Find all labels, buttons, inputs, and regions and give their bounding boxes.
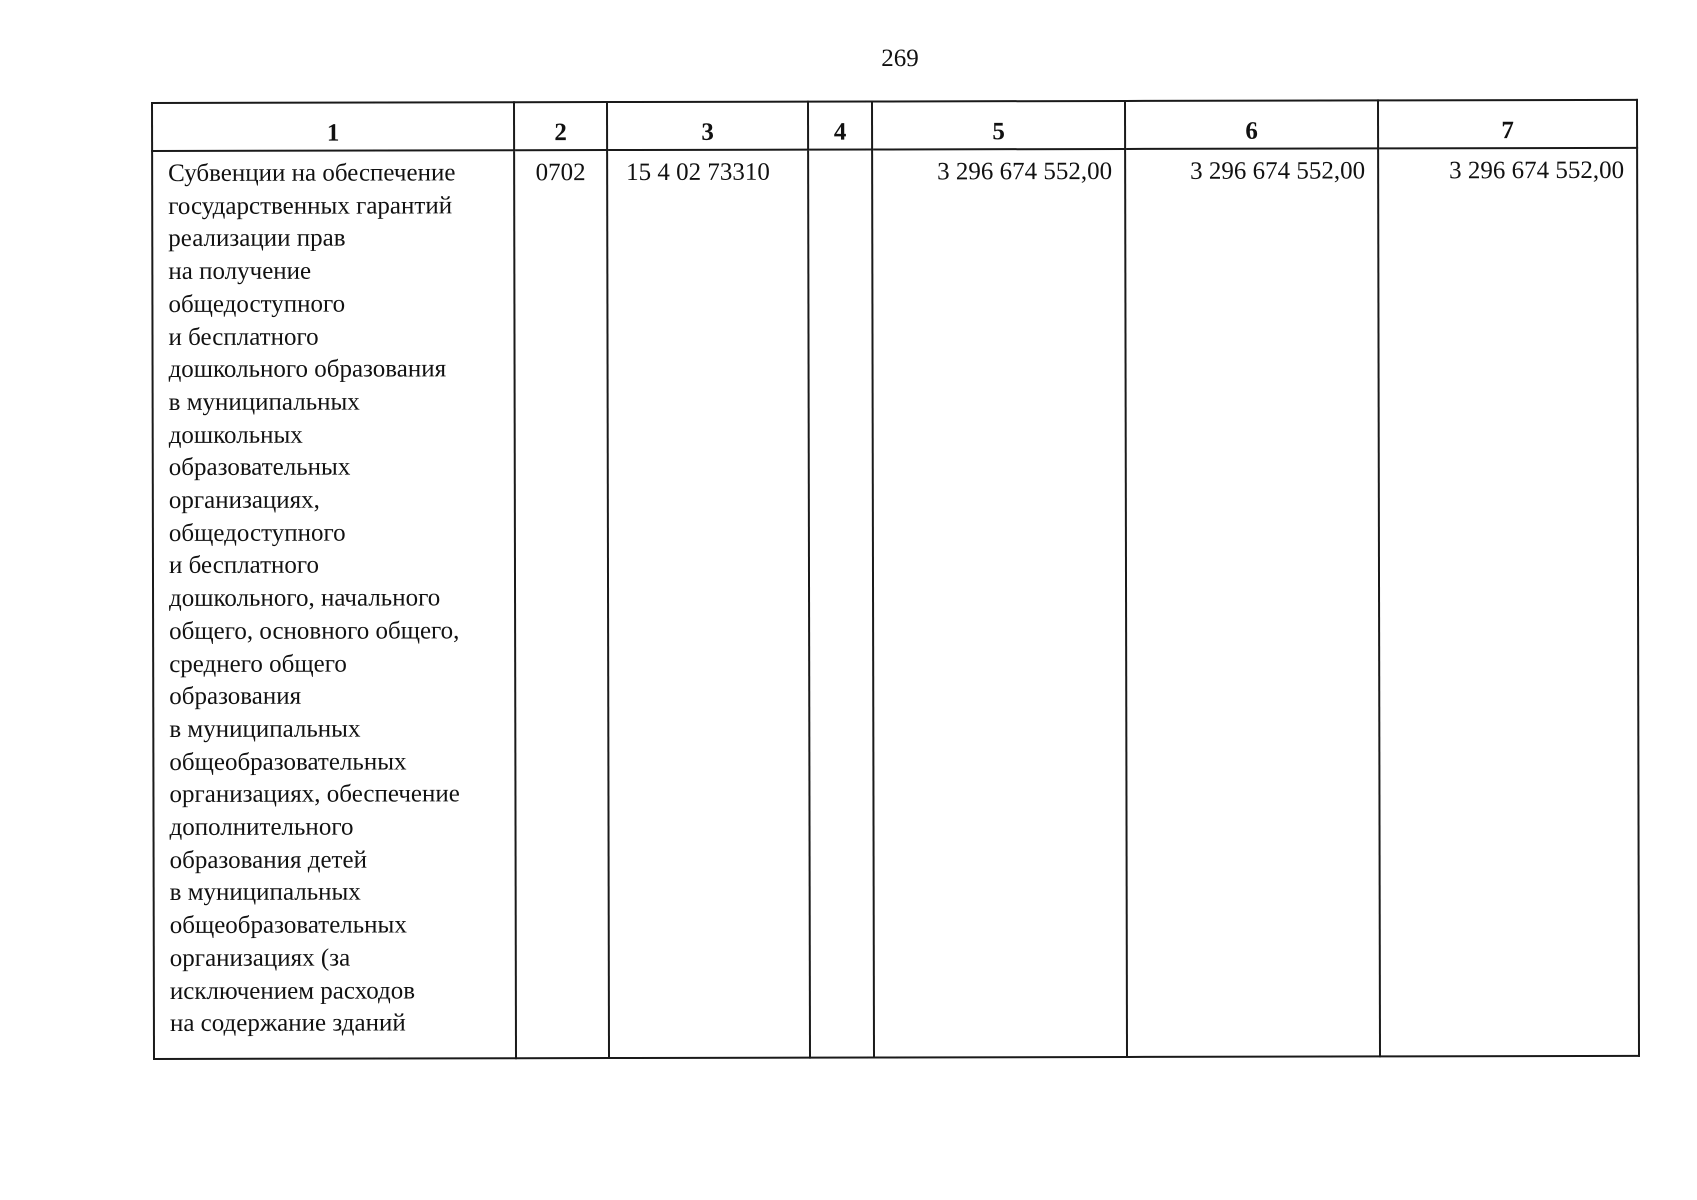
description-line: образовательных [168, 453, 351, 482]
amount-cell-5: 3 296 674 552,00 [872, 149, 1127, 1058]
description-line: дошкольного образования [168, 355, 447, 384]
description-line: Субвенции на обеспечение [168, 159, 456, 187]
description-line: в муниципальных [168, 388, 360, 416]
description-line: дополнительного [169, 813, 354, 842]
description-line: реализации прав [168, 224, 346, 253]
description-line: образования детей [169, 846, 367, 874]
description-line: дошкольного, начального [169, 584, 441, 613]
page-number: 269 [881, 45, 919, 72]
description-line: и бесплатного [168, 323, 319, 351]
budget-table [151, 99, 1640, 1060]
description-line: и бесплатного [168, 552, 320, 580]
description-line: общедоступного [168, 290, 346, 318]
column-header-3: 3 [607, 102, 808, 150]
table-header-row [152, 100, 1637, 151]
target-article-cell: 15 4 02 73310 [607, 150, 810, 1058]
amount-cell-7: 3 296 674 552,00 [1378, 148, 1639, 1057]
section-code-cell: 0702 [514, 150, 609, 1058]
description-line: общеобразовательных [169, 748, 407, 776]
description-line: общедоступного [168, 519, 346, 547]
description-line: среднего общего [169, 650, 347, 678]
column-header-2: 2 [514, 102, 607, 150]
description-line: организациях (за [169, 944, 351, 972]
column-header-1: 1 [152, 102, 514, 151]
column-header-5: 5 [872, 101, 1125, 150]
description-line: государственных гарантий [168, 192, 453, 220]
table-row [152, 148, 1639, 1059]
row-description [152, 150, 516, 1059]
description-line: образования [169, 682, 302, 711]
description-line: в муниципальных [169, 879, 361, 907]
description-line: на содержание зданий [169, 1009, 406, 1038]
column-header-6: 6 [1125, 100, 1378, 149]
description-line: общеобразовательных [169, 911, 407, 940]
description-line: организациях, [168, 486, 320, 514]
amount-cell-6: 3 296 674 552,00 [1125, 148, 1380, 1057]
description-line: исключением расходов [169, 977, 416, 1005]
description-line: общего, основного общего, [169, 617, 460, 645]
description-line: организациях, обеспечение [169, 780, 460, 809]
description-line: дошкольных [168, 421, 303, 449]
description-line: в муниципальных [169, 715, 361, 743]
column-header-7: 7 [1378, 100, 1637, 149]
expense-type-cell [808, 149, 874, 1057]
description-line: на получение [168, 257, 312, 286]
column-header-4: 4 [808, 101, 872, 149]
